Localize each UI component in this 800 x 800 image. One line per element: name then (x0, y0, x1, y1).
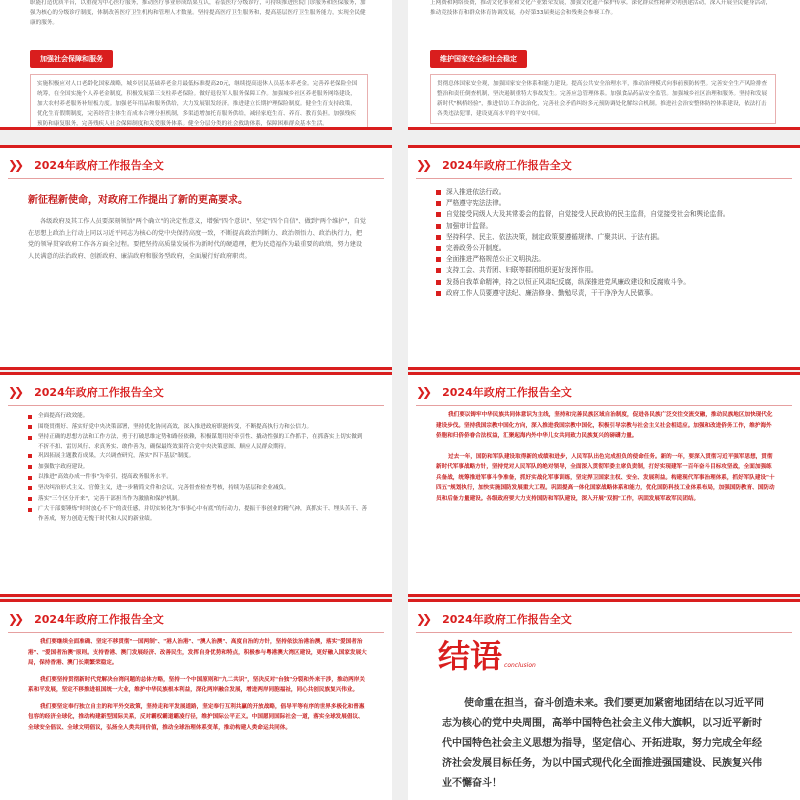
slide-administrative-efficiency (0, 372, 392, 597)
header-divider (416, 178, 792, 179)
bullet-icon (436, 254, 446, 265)
header-divider (416, 632, 792, 633)
partial-text: 上网费和网络资费，推动文化事业和文化产业繁荣发展，加强文化遗产保护传承。深化群众性精神文明创建活动，深入开展全民健身活动，推动竞技体育和群众体育协调发展，办好第33届奥运会和残奥会参赛工作。 (430, 0, 772, 16)
top-stripe (408, 145, 800, 148)
bullet-icon (436, 288, 446, 299)
slide-title: 2024年政府工作报告全文 (442, 159, 572, 172)
list-item: 完善政务公开制度。 (436, 243, 776, 254)
bullet-icon (28, 412, 38, 423)
bottom-stripe (408, 594, 800, 597)
slide-hk-taiwan-diplomacy (0, 599, 392, 800)
chevron-icon: ❯❯ (416, 612, 429, 626)
list-item: 加强审计监督。 (436, 221, 776, 232)
list-item: 深入推进依法行政。 (436, 187, 776, 198)
section-body: 各级政府及其工作人员要深刻领悟"两个确立"的决定性意义，增强"四个意识"、坚定"四个自信"、做到"两个维护"，自觉在思想上政治上行动上同以习近平同志为核心的党中央保持高度一致，不断提高政治判断力、政治领悟力、政治执行力，把党的领导贯穿政府工作各方面全过程。要把坚持高质量发展作为新时代的硬道理，把为民造福作为最重要的政绩，努力建设人民满意的法治政府、创新政府、廉洁政府和服务型政府，全面履行好政府职责。 (28, 218, 366, 260)
bullet-icon (436, 221, 446, 232)
bottom-stripe (408, 127, 800, 130)
slide-header (416, 382, 572, 402)
conclusion-text: 使命重在担当，奋斗创造未来。我们要更加紧密地团结在以习近平同志为核心的党中央周围，高举中国特色社会主义伟大旗帜，以习近平新时代中国特色社会主义思想为指导，坚定信心、开拓进取，努力完成全年经济社会发展目标任务，为以中国式现代化全面推进强国建设、民族复兴伟业不懈奋斗！ (442, 698, 764, 789)
bullet-icon (28, 423, 38, 434)
bullet-icon (28, 452, 38, 463)
paragraph-defense: 过去一年，国防和军队建设取得新的成绩和进步，人民军队出色完成担负的使命任务。新的一年，要深入贯彻习近平强军思想，贯彻新时代军事战略方针，坚持党对人民军队的绝对领导，全面深入贯彻军委主席负责制，打好实现建军一百年奋斗目标攻坚战，全面加强练兵备战，统筹推进军事斗争准备，抓好实战化军事训练，坚定捍卫国家主权、安全、发展利益。构建现代军事治理体系，抓好军队建设"十四五"规划执行，加快实施国防发展重大工程。巩固提高一体化国家战略体系和能力，优化国防科技工业体系布局，加强国防教育、国防动员和后备力量建设。各级政府要大力支持国防和军队建设，深入开展"双拥"工作，巩固发展军政军民团结。 (436, 453, 775, 502)
slide-title: 2024年政府工作报告全文 (34, 159, 164, 172)
chevron-icon: ❯❯ (8, 158, 21, 172)
slide-new-requirements (0, 145, 392, 370)
bottom-stripe (0, 594, 392, 597)
list-item: 巩固拓展主题教育成果，大兴调查研究，落实"四下基层"制度。 (28, 452, 368, 463)
slide-ethnic-defense (408, 372, 800, 597)
top-stripe (0, 145, 392, 148)
list-item: 广大干部要锤炼"时时放心不下"的责任感，并切实转化为"事事心中有底"的行动力，提振干事创业的精气神，真抓实干、埋头苦干、善作善成，努力创造无愧于时代和人民的新业绩。 (28, 505, 368, 523)
paragraph-hk-macao: 我们要继续全面准确、坚定不移贯彻"一国两制"、"港人治港"、"澳人治澳"、高度自治的方针，坚持依法治港治澳，落实"爱国者治港"、"爱国者治澳"原则。支持香港、澳门发展经济、改善民生，发挥自身优势和特点，积极参与粤港澳大湾区建设，更好融入国家发展大局，保持香港、澳门长期繁荣稳定。 (28, 639, 367, 666)
top-stripe (0, 599, 392, 602)
section-tag: 维护国家安全和社会稳定 (430, 50, 527, 68)
section-body: 贯彻总体国家安全观，加强国家安全体系和能力建设。提高公共安全治理水平，推动治理模式向事前预防转型。完善安全生产风险排查整治和责任倒查机制，坚决遏制重特大事故发生。完善应急管理体系。加强食品药品安全监管。加强城乡社区治理和服务。坚持和发展新时代"枫桥经验"，推进信访工作法治化，完善社会矛盾纠纷多元预防调处化解综合机制。推进社会治安整体防控体系建设，依法打击各类违法犯罪，建设更高水平的平安中国。 (430, 74, 776, 124)
list-item: 政府工作人员要遵守法纪、廉洁修身、勤勉尽责，干干净净为人民做事。 (436, 288, 776, 299)
bullet-icon (28, 473, 38, 484)
bullet-icon (436, 187, 446, 198)
bullet-icon (28, 433, 38, 451)
header-divider (8, 632, 384, 633)
slide-social-security (0, 0, 392, 130)
paragraph-ethnic: 我们要以铸牢中华民族共同体意识为主线，坚持和完善民族区域自治制度，促进各民族广泛交往交流交融，推动民族地区加快现代化建设步伐。坚持我国宗教中国化方向，深入推进我国宗教中国化，积极引导宗教与社会主义社会相适应。加强和改进侨务工作，维护海外侨胞和归侨侨眷合法权益，汇聚起海内外中华儿女共同致力民族复兴的磅礴力量。 (436, 412, 773, 439)
top-stripe (408, 372, 800, 375)
bullet-icon (436, 277, 446, 288)
bullet-icon (436, 209, 446, 220)
section-tag: 加强社会保障和服务 (30, 50, 113, 68)
chevron-icon: ❯❯ (416, 158, 429, 172)
bottom-stripe (0, 367, 392, 370)
slide-header (8, 382, 164, 402)
list-item: 自觉接受同级人大及其常委会的监督，自觉接受人民政协的民主监督，自觉接受社会和舆论监督。 (436, 209, 776, 220)
slide-title: 2024年政府工作报告全文 (34, 386, 164, 399)
slide-rule-of-law (408, 145, 800, 370)
list-item: 坚决纠治形式主义、官僚主义，进一步精简文件和会议，完善督查检查考核，持续为基层和企业减负。 (28, 484, 368, 495)
section-heading: 新征程新使命，对政府工作提出了新的更高要求。 (28, 195, 248, 206)
bullet-icon (28, 463, 38, 474)
bullet-icon (28, 484, 38, 495)
partial-text: 职能打造优质平台，以重视为中心医疗服务，推动医疗事业形成结果互认，着装医疗分级诊疗，可持续推进医院门诊服务和医保服务，加强为核心的分级诊疗制度，体制改善医疗卫生机构和管理人才数量。坚持提高医疗卫生服务和，提高基层医疗卫生服务能力，实现全民健康的服务。 (30, 0, 366, 26)
bullet-icon (436, 243, 446, 254)
list-item: 以推进"高效办成一件事"为牵引，提高政务服务水平。 (28, 473, 368, 484)
bottom-stripe (408, 367, 800, 370)
conclusion-subtitle: conclusion (504, 662, 536, 669)
header-divider (8, 405, 384, 406)
chevron-icon: ❯❯ (8, 385, 21, 399)
paragraph-taiwan: 我们要坚持贯彻新时代党解决台湾问题的总体方略，坚持一个中国原则和"九二共识"，坚决反对"台独"分裂和外来干涉，推动两岸关系和平发展，坚定不移推进祖国统一大业，维护中华民族根本利益，深化两岸融合发展，增进两岸同胞福祉，同心共创民族复兴伟业。 (28, 676, 365, 693)
list-item: 支持工会、共青团、妇联等群团组织更好发挥作用。 (436, 265, 776, 276)
slide-national-security (408, 0, 800, 130)
header-divider (8, 178, 384, 179)
list-item: 发扬自我革命精神，持之以恒正风肃纪反腐，纵深推进党风廉政建设和反腐败斗争。 (436, 277, 776, 288)
chevron-icon: ❯❯ (8, 612, 21, 626)
conclusion-title: 结语 conclusion (438, 637, 536, 675)
header-divider (416, 405, 792, 406)
chevron-icon: ❯❯ (416, 385, 429, 399)
slide-header (8, 609, 164, 629)
slide-title: 2024年政府工作报告全文 (442, 613, 572, 626)
bullet-list (28, 412, 368, 524)
bullet-icon (28, 495, 38, 506)
slide-header (416, 155, 572, 175)
list-item: 加强数字政府建设。 (28, 463, 368, 474)
top-stripe (0, 372, 392, 375)
bullet-icon (436, 265, 446, 276)
list-item: 坚持科学、民主、依法决策，制定政策要遵循规律、广聚共识、于法有据。 (436, 232, 776, 243)
list-item: 落实"三个区分开来"，完善干部担当作为激励和保护机制。 (28, 495, 368, 506)
list-item: 围绕贯彻好、落实好党中央决策部署，坚持优化协同高效，深入推进政府职能转变，不断提高执行力和公信力。 (28, 423, 368, 434)
list-item: 坚持正确的思想方法和工作方法，勇于打破思维定势和路径依赖，积极谋划用好牵引性、撬动性强的工作抓手，在抓落实上切实做到不折不扣、雷厉风行、求真务实、敢作善为，确保最终效果符合党中央决策意图、顺应人民群众期待。 (28, 433, 368, 451)
top-stripe (408, 599, 800, 602)
paragraph-diplomacy: 我们要坚定奉行独立自主的和平外交政策，坚持走和平发展道路，坚定奉行互利共赢的开放战略，倡导平等有序的世界多极化和普惠包容的经济全球化，推动构建新型国际关系，反对霸权霸道霸凌行径，维护国际公平正义。中国愿同国际社会一道，落实全球发展倡议、全球安全倡议、全球文明倡议，弘扬全人类共同价值，推动全球治理体系变革，推动构建人类命运共同体。 (28, 703, 365, 731)
list-item: 全面提高行政效能。 (28, 412, 368, 423)
slide-title: 2024年政府工作报告全文 (34, 613, 164, 626)
list-item: 严格遵守宪法法律。 (436, 198, 776, 209)
section-body: 实施积极应对人口老龄化国家战略，城乡居民基础养老金月最低标准提高20元，继续提高退休人员基本养老金。完善养老保险全国统筹，在全国实施个人养老金制度，积极发展第三支柱养老保险。做好退役军人服务保障工作。加强城乡社区养老服务网络建设，加大农村养老服务补短板力度。加强老年用品和服务供给，大力发展银发经济。推进建立长期护理保险制度。健全生育支持政策，优化生育假期制度，完善经营主体生育成本合理分担机制，多渠道增加托育服务供给，减轻家庭生育、养育、教育负担。加强残疾预防和康复服务，完善残疾人社会保障制度和关爱服务体系。健全分层分类的社会救助体系，保障困难群众基本生活。 (30, 74, 368, 130)
bullet-icon (28, 505, 38, 523)
slide-header (8, 155, 164, 175)
slide-conclusion (408, 599, 800, 800)
bullet-icon (436, 232, 446, 243)
bullet-list (436, 187, 776, 299)
bullet-icon (436, 198, 446, 209)
bottom-stripe (0, 127, 392, 130)
slide-title: 2024年政府工作报告全文 (442, 386, 572, 399)
slide-header (416, 609, 572, 629)
list-item: 全面推进严格规范公正文明执法。 (436, 254, 776, 265)
